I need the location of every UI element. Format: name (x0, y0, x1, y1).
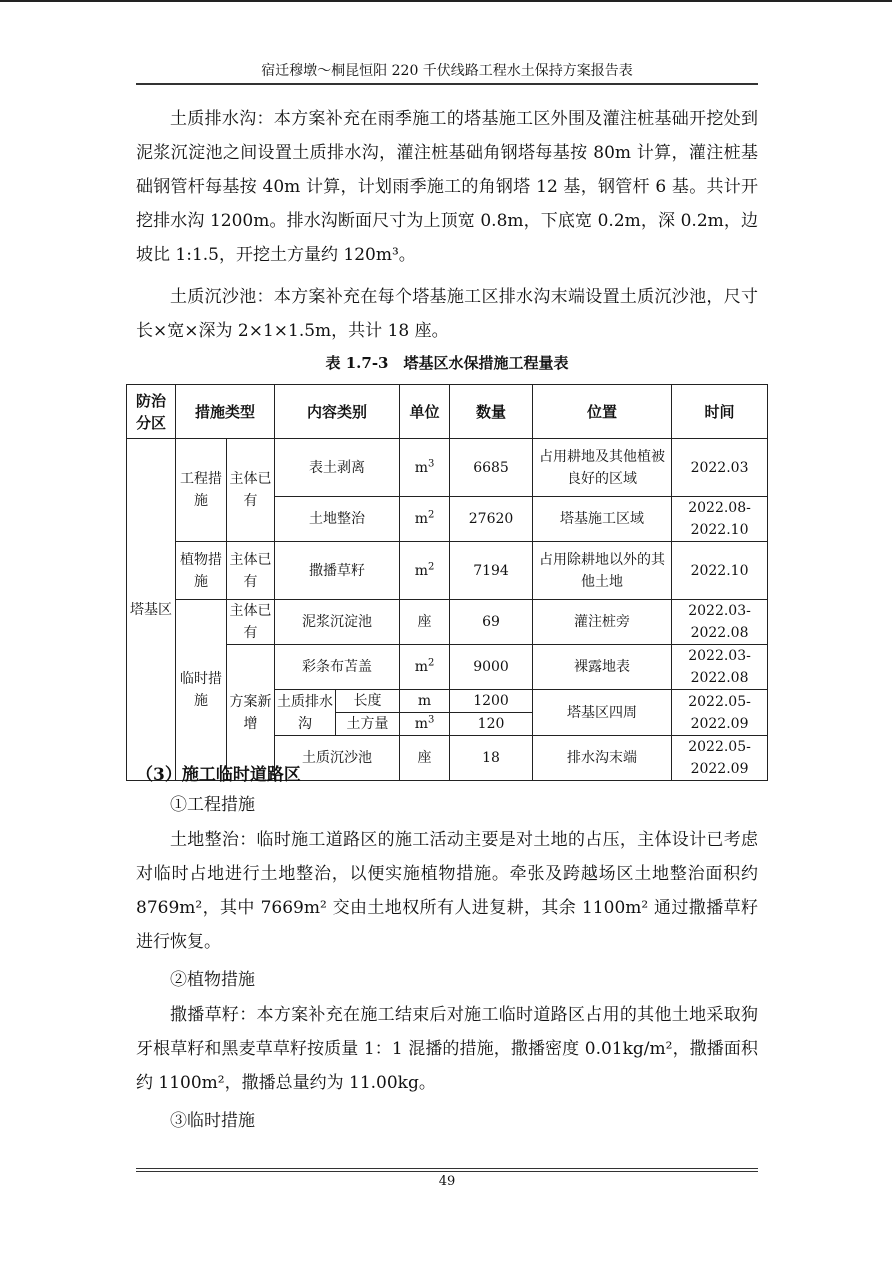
top-border (0, 0, 892, 2)
qty-cell: 7194 (450, 542, 533, 600)
header-zone: 防治分区 (127, 385, 176, 439)
subheading-engineering: ①工程措施 (170, 795, 255, 815)
header-location: 位置 (533, 385, 672, 439)
vegetation-cell: 植物措施 (176, 542, 227, 600)
location-cell: 裸露地表 (533, 645, 672, 690)
location-cell: 占用除耕地以外的其他土地 (533, 542, 672, 600)
header-rule (136, 83, 758, 85)
location-cell: 塔基区四周 (533, 690, 672, 736)
content-cell: 泥浆沉淀池 (275, 600, 400, 645)
subheading-temporary: ③临时措施 (170, 1111, 255, 1131)
zone-cell: 塔基区 (127, 439, 176, 781)
table-row (127, 542, 768, 600)
paragraph-land-consolidation: 土地整治：临时施工道路区的施工活动主要是对土地的占压，主体设计已考虑对临时占地进行土地整治，以便实施植物措施。牵张及跨越场区土地整治面积约 8769m²，其中 7669m² 交由土地权所有人进复耕，其余 1100m² 通过撒播草籽进行恢复。 (136, 830, 758, 952)
table-row (127, 439, 768, 497)
main-existing-cell: 主体已有 (227, 542, 275, 600)
temporary-cell: 临时措施 (176, 600, 227, 781)
unit-cell: $m^3$ (400, 439, 450, 497)
unit-cell: $m^2$ (400, 645, 450, 690)
qty-cell: 9000 (450, 645, 533, 690)
footer-rule (136, 1171, 758, 1172)
time-cell: 2022.08-2022.10 (672, 497, 768, 542)
header-unit: 单位 (400, 385, 450, 439)
content-cell: 土质沉沙池 (275, 736, 400, 781)
qty-cell: 27620 (450, 497, 533, 542)
paragraph-drainage-ditch: 土质排水沟：本方案补充在雨季施工的塔基施工区外围及灌注桩基础开挖处到泥浆沉淀池之间设置土质排水沟，灌注桩基础角钢塔每基按 80m 计算，灌注桩基础钢管杆每基按 40m 计算，计划雨季施工的角钢塔 12 基，钢管杆 6 基。共计开挖排水沟 1200m。排水沟断面尺寸为上顶宽 0.8m，下底宽 0.2m，深 0.2m，边坡比 1:1.5，开挖土方量约 120m³。 (136, 109, 758, 265)
table-title: 表 1.7-3 塔基区水保措施工程量表 (325, 354, 569, 372)
table-header-row (127, 385, 768, 439)
time-cell: 2022.03-2022.08 (672, 600, 768, 645)
qty-cell: 120 (450, 713, 533, 736)
footer-rule (136, 1168, 758, 1169)
time-cell: 2022.03 (672, 439, 768, 497)
location-cell: 塔基施工区域 (533, 497, 672, 542)
qty-cell: 1200 (450, 690, 533, 713)
header-time: 时间 (672, 385, 768, 439)
main-existing-cell: 主体已有 (227, 600, 275, 645)
plan-new-cell: 方案新增 (227, 645, 275, 781)
content-cell: 撒播草籽 (275, 542, 400, 600)
unit-cell: 座 (400, 736, 450, 781)
location-cell: 占用耕地及其他植被良好的区域 (533, 439, 672, 497)
section-heading: （3）施工临时道路区 (136, 765, 301, 785)
works-table (126, 384, 768, 781)
unit-cell: $m^2$ (400, 542, 450, 600)
header-qty: 数量 (450, 385, 533, 439)
content-cell: 长度 (336, 690, 400, 713)
ditch-cell: 土质排水沟 (275, 690, 336, 736)
paragraph-grass-seeding: 撒播草籽：本方案补充在施工结束后对施工临时道路区占用的其他土地采取狗牙根草籽和黑麦草草籽按质量 1：1 混播的措施，撒播密度 0.01kg/m²，撒播面积约 1100m²，撒播总量约为 11.00kg。 (136, 1005, 758, 1093)
qty-cell: 18 (450, 736, 533, 781)
location-cell: 排水沟末端 (533, 736, 672, 781)
time-cell: 2022.10 (672, 542, 768, 600)
time-cell: 2022.05-2022.09 (672, 736, 768, 781)
content-cell: 彩条布苫盖 (275, 645, 400, 690)
table-row (127, 600, 768, 645)
subheading-vegetation: ②植物措施 (170, 970, 255, 990)
header-content: 内容类别 (275, 385, 400, 439)
qty-cell: 69 (450, 600, 533, 645)
unit-cell: $m^2$ (400, 497, 450, 542)
unit-cell: m (400, 690, 450, 713)
main-existing-cell: 主体已有 (227, 439, 275, 542)
unit-cell: 座 (400, 600, 450, 645)
content-cell: 土方量 (336, 713, 400, 736)
content-cell: 表土剥离 (275, 439, 400, 497)
unit-cell: $m^3$ (400, 713, 450, 736)
page-number: 49 (438, 1174, 456, 1189)
location-cell: 灌注桩旁 (533, 600, 672, 645)
paragraph-sedimentation-pond: 土质沉沙池：本方案补充在每个塔基施工区排水沟末端设置土质沉沙池，尺寸长×宽×深为 2×1×1.5m，共计 18 座。 (136, 287, 758, 341)
time-cell: 2022.03-2022.08 (672, 645, 768, 690)
header-measure-type: 措施类型 (176, 385, 275, 439)
time-cell: 2022.05-2022.09 (672, 690, 768, 736)
page-header: 宿迁穆墩～桐昆恒阳 220 千伏线路工程水土保持方案报告表 (261, 63, 633, 79)
content-cell: 土地整治 (275, 497, 400, 542)
engineering-cell: 工程措施 (176, 439, 227, 542)
qty-cell: 6685 (450, 439, 533, 497)
